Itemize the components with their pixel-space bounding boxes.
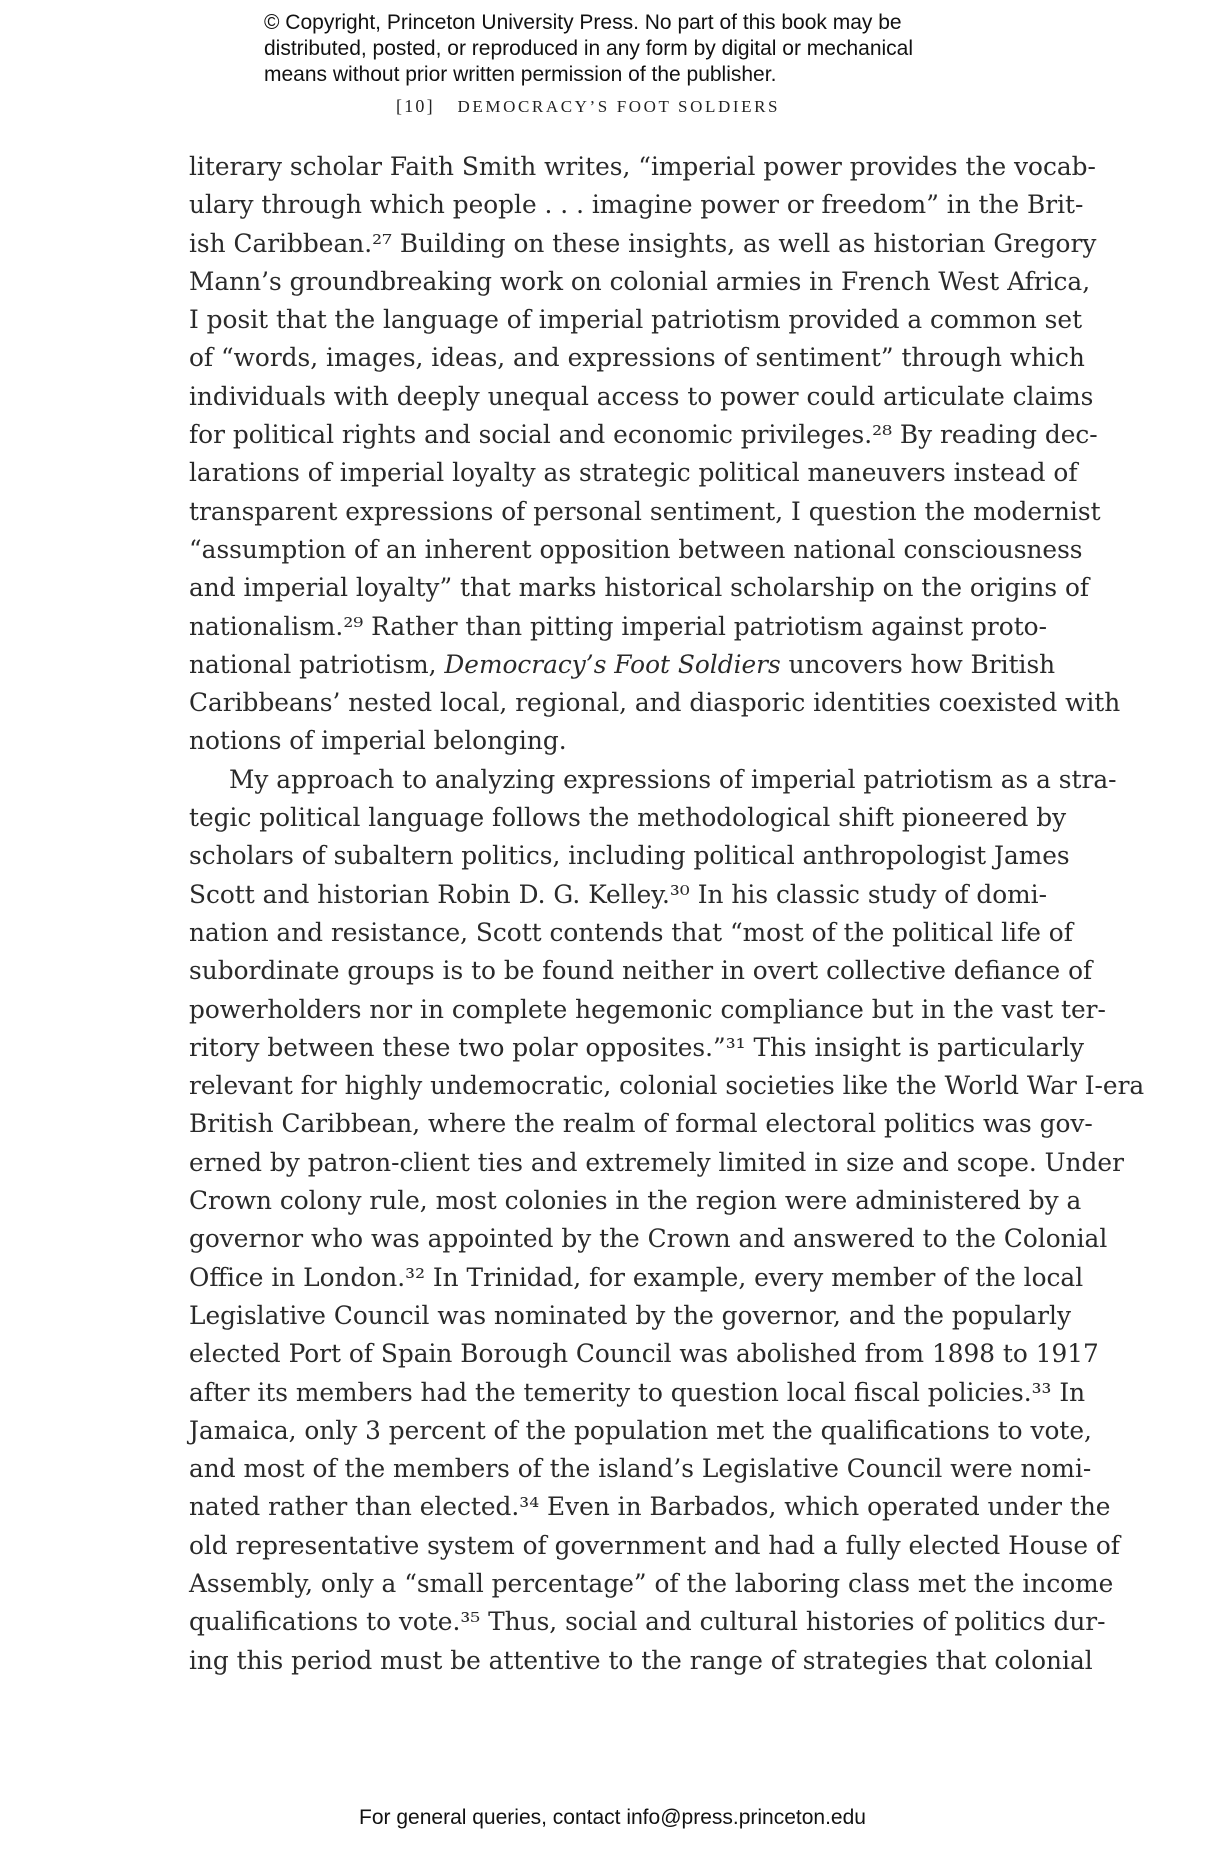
text-line: and most of the members of the island’s Legislative Council were nomi- [189, 1454, 1092, 1484]
text-line: ritory between these two polar opposites.”³¹ This insight is particularly [189, 1032, 1085, 1062]
text-line: notions of imperial belonging. [189, 726, 567, 756]
text-line: Jamaica, only 3 percent of the population met the qualifications to vote, [189, 1415, 1092, 1445]
text-line: relevant for highly undemocratic, colonial societies like the World War I-era [189, 1071, 1145, 1101]
text-line: tegic political language follows the methodological shift pioneered by [189, 803, 1067, 833]
text-line: and imperial loyalty” that marks historical scholarship on the origins of [189, 573, 1090, 603]
text-line: nationalism.²⁹ Rather than pitting imperial patriotism against proto- [189, 611, 1047, 641]
text-line: of “words, images, ideas, and expressions of sentiment” through which [189, 343, 1085, 373]
copyright-notice [264, 10, 1024, 88]
text-line: Office in London.³² In Trinidad, for example, every member of the local [189, 1262, 1084, 1292]
text-line: individuals with deeply unequal access to power could articulate claims [189, 381, 1094, 411]
contact-footer: For general queries, contact info@press.princeton.edu [359, 1806, 866, 1829]
text-line: larations of imperial loyalty as strategic political maneuvers instead of [189, 458, 1078, 488]
text-line: Assembly, only a “small percentage” of the laboring class met the income [189, 1568, 1114, 1598]
text-line: Mann’s groundbreaking work on colonial armies in French West Africa, [189, 266, 1091, 296]
running-head-title: DEMOCRACY’S FOOT SOLDIERS [457, 97, 781, 116]
text-line: Legislative Council was nominated by the governor, and the popularly [189, 1300, 1071, 1330]
text-line: literary scholar Faith Smith writes, “imperial power provides the vocab- [189, 152, 1096, 181]
text-line: Scott and historian Robin D. G. Kelley.³⁰ In his classic study of domi- [189, 879, 1047, 909]
text-line: “assumption of an inherent opposition between national consciousness [189, 534, 1083, 564]
text-line: ulary through which people . . . imagine power or freedom” in the Brit- [189, 190, 1084, 220]
text-line: nation and resistance, Scott contends that “most of the political life of [189, 917, 1073, 947]
text-line: old representative system of government and had a fully elected House of [189, 1530, 1120, 1560]
text-line: ing this period must be attentive to the range of strategies that colonial [189, 1645, 1093, 1675]
text-line: subordinate groups is to be found neither in overt collective defiance of [189, 956, 1093, 986]
text-line: erned by patron-client ties and extremely limited in size and scope. Under [189, 1147, 1124, 1177]
book-title: Democracy’s Foot Soldiers [444, 649, 781, 679]
copyright-line: © Copyright, Princeton University Press. No part of this book may be [264, 11, 902, 34]
body-text [189, 148, 1145, 1680]
text-line: powerholders nor in complete hegemonic compliance but in the vast ter- [189, 994, 1106, 1024]
text-line: Crown colony rule, most colonies in the region were administered by a [189, 1186, 1082, 1216]
running-head [396, 96, 780, 117]
text-line: elected Port of Spain Borough Council was abolished from 1898 to 1917 [189, 1339, 1099, 1369]
page-number: [10] [396, 96, 435, 116]
text-line: for political rights and social and economic privileges.²⁸ By reading dec- [189, 420, 1098, 450]
text-line: British Caribbean, where the realm of formal electoral politics was gov- [189, 1109, 1093, 1139]
text-line: transparent expressions of personal sentiment, I question the modernist [189, 496, 1101, 526]
text-line: qualifications to vote.³⁵ Thus, social and cultural histories of politics dur- [189, 1607, 1106, 1637]
text-line: governor who was appointed by the Crown and answered to the Colonial [189, 1224, 1108, 1254]
text-line: national patriotism, Democracy’s Foot Soldiers uncovers how British [189, 649, 1056, 679]
text-line: after its members had the temerity to question local fiscal policies.³³ In [189, 1377, 1086, 1407]
text-line: nated rather than elected.³⁴ Even in Barbados, which operated under the [189, 1492, 1111, 1522]
text-line: scholars of subaltern politics, including political anthropologist James [189, 841, 1070, 871]
copyright-line: means without prior written permission of the publisher. [264, 63, 777, 86]
text-line: Caribbeans’ nested local, regional, and diasporic identities coexisted with [189, 688, 1121, 718]
text-line: I posit that the language of imperial patriotism provided a common set [189, 305, 1083, 335]
copyright-line: distributed, posted, or reproduced in any form by digital or mechanical [264, 37, 914, 60]
text-line: My approach to analyzing expressions of imperial patriotism as a stra- [229, 764, 1117, 794]
text-line: ish Caribbean.²⁷ Building on these insights, as well as historian Gregory [189, 228, 1097, 258]
